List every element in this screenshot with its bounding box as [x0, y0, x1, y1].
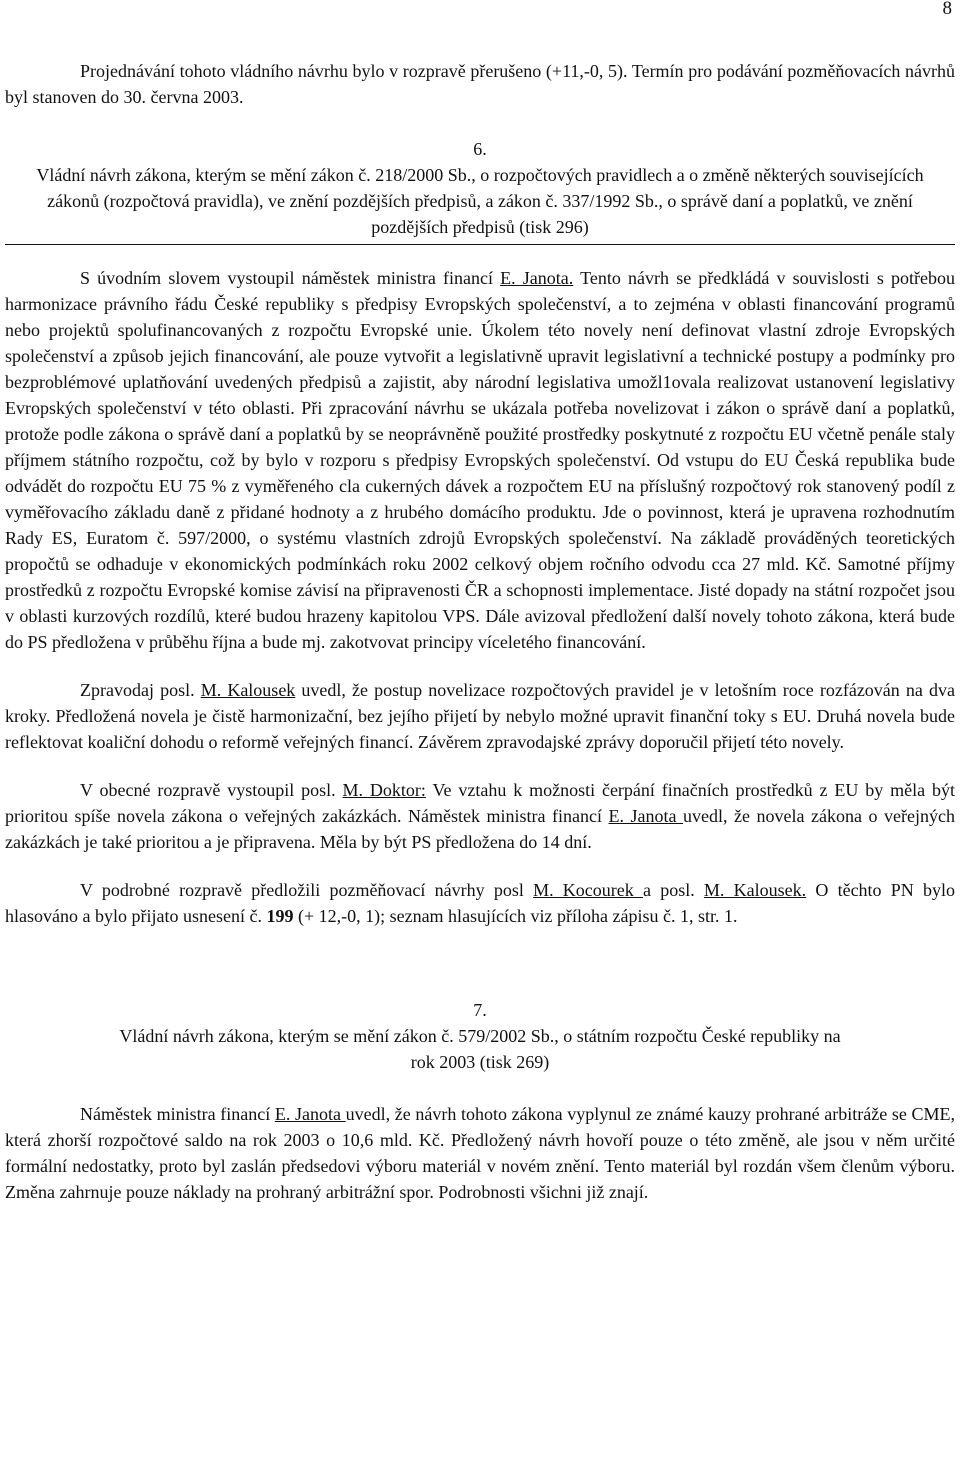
item-6-number: 6.: [473, 139, 487, 159]
item-6-heading: [5, 136, 955, 240]
paragraph-intro-speech: [5, 265, 955, 655]
item-7-number: 7.: [473, 1000, 487, 1020]
intro-paragraph: Projednávání tohoto vládního návrhu bylo v rozpravě přerušeno (+11,-0, 5). Termín pro podávání pozměňovacích návrhů byl stanoven do 30. června 2003.: [5, 61, 955, 107]
paragraph-text: uvedl, že novela zákona o veřejných zakázkách je také prioritou a je připravena. Měla by být PS předložena do 14 dní.: [5, 806, 955, 852]
speaker-name: E. Janota.: [500, 268, 574, 288]
resolution-number: 199: [266, 906, 294, 926]
item-6-title: Vládní návrh zákona, kterým se mění zákon č. 218/2000 Sb., o rozpočtových pravidlech a o změně některých souvisejících zákonů (rozpočtová pravidla), ve znění pozdějších předpisů, a zákon č. 337/1992 Sb., o správě daní a poplatků, ve znění pozdějších předpisů (tisk 296): [36, 165, 924, 237]
paragraph-text: Zpravodaj posl.: [80, 680, 201, 700]
speaker-name: E. Janota: [608, 806, 684, 826]
paragraph-item-7: [5, 1101, 955, 1205]
paragraph-text: O těchto PN bylo hlasováno a bylo přijato usnesení č.: [5, 880, 955, 926]
speaker-name: M. Kalousek.: [703, 880, 807, 900]
speaker-name: M. Kalousek: [200, 680, 296, 700]
paragraph-text: Náměstek ministra financí: [80, 1104, 275, 1124]
paragraph-text: V podrobné rozpravě předložili pozměňovací návrhy posl: [80, 880, 534, 900]
speaker-name: M. Kocourek: [533, 880, 643, 900]
paragraph-text: S úvodním slovem vystoupil náměstek ministra financí: [80, 268, 501, 288]
speaker-name: M. Doktor:: [342, 780, 426, 800]
paragraph-text: V obecné rozpravě vystoupil posl.: [80, 780, 343, 800]
paragraph-text: uvedl, že návrh tohoto zákona vyplynul ze známé kauzy prohrané arbitráže se CME, která zhorší rozpočtové saldo na rok 2003 o 10,6 mld. Kč. Předložený návrh hovoří pouze o této změně, ale jsou v něm určité formální nedostatky, proto byl zaslán předsedovi výboru materiál v novém znění. Tento materiál byl rozdán všem členům výboru. Změna zahrnuje pouze náklady na prohraný arbitrážní spor. Podrobnosti všichni již znají.: [5, 1104, 955, 1202]
paragraph-text: Tento návrh se předkládá v souvislosti s potřebou harmonizace právního řádu České republiky s předpisy Evropských společenství, a to zejména v oblasti financování programů nebo projektů spolufinancovaných z rozpočtu Evropské unie. Úkolem této novely není definovat vlastní zdroje Evropských společenství a způsob jejich financování, ale pouze vytvořit a legislativně upravit legislativní a technické postupy a podmínky pro bezproblémové uplatňování uvedených předpisů a zajistit, aby národní legislativa umožl1ovala realizovat ustanovení legislativy Evropských společenství v této oblasti. Při zpracování návrhu se ukázala potřeba novelizovat i zákon o správě daní a poplatků, protože podle zákona o správě daní a poplatků by se neoprávněně použité prostředky poskytnuté z rozpočtu EU včetně penále staly příjmem státního rozpočtu, což by bylo v rozporu s předpisy Evropských společenství. Od vstupu do EU Česká republika bude odvádět do rozpočtu EU 75 % z vyměřeného cla cukerných dávek a rozpočtem EU na příslušný rozpočtový rok stanovený podíl z vyměřovacího základu daně z přidané hodnoty a z hrubého domácího produktu. Jde o povinnost, která je upravena rozhodnutím Rady ES, Euratom č. 597/2000, o systému vlastních zdrojů Evropských společenství. Na základě prováděných teoretických propočtů se odhaduje v ekonomických podmínkách roku 2002 celkový objem ročního odvodu cca 27 mld. Kč. Samotné příjmy prostředků z rozpočtu Evropské komise závisí na připravenosti ČR a schopnosti implementace. Jisté dopady na státní rozpočet jsou v oblasti kurzových rozdílů, které budou hrazeny kapitolou VPS. Dále avizoval předložení další novely tohoto zákona, která bude do PS předložena v průběhu října a bude mj. zakotvovat principy víceletého financování.: [5, 268, 955, 652]
paragraph-general-debate: [5, 777, 955, 855]
item-7-heading: [5, 997, 955, 1075]
item-7-title-line-2: rok 2003 (tisk 269): [410, 1052, 550, 1072]
paragraph-detailed-debate: [5, 877, 955, 929]
paragraph-text: a posl.: [642, 880, 704, 900]
paragraph-text: (+ 12,-0, 1); seznam hlasujících viz příloha zápisu č. 1, str. 1.: [293, 906, 738, 926]
paragraph-rapporteur: [5, 677, 955, 755]
page-number: 8: [942, 0, 952, 19]
paragraph-text: Ve vztahu k možnosti čerpání finačních prostředků z EU by měla být prioritou spíše novela zákona o veřejných zakázkách. Náměstek ministra financí: [5, 780, 955, 826]
paragraph-text: uvedl, že postup novelizace rozpočtových pravidel je v letošním roce rozfázován na dva kroky. Předložená novela je čistě harmonizační, bez jejího přijetí by nebylo možné upravit finanční toky s EU. Druhá novela bude reflektovat koaliční dohodu o reformě veřejných financí. Závěrem zpravodajské zprávy doporučil přijetí této novely.: [5, 680, 955, 752]
item-7-title-line-1: Vládní návrh zákona, kterým se mění zákon č. 579/2002 Sb., o státním rozpočtu České republiky na: [119, 1026, 841, 1046]
document-body: [5, 58, 955, 1205]
speaker-name: E. Janota: [274, 1104, 346, 1124]
